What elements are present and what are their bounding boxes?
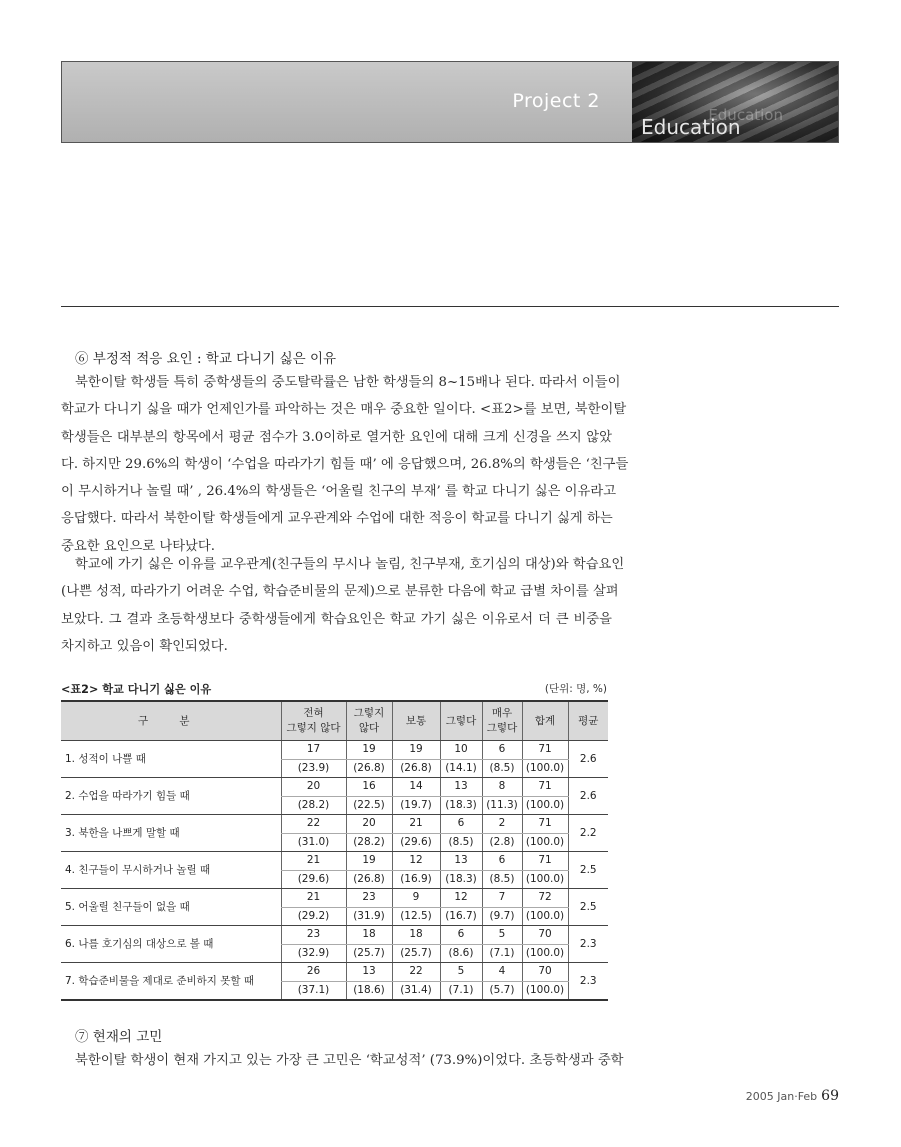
text-line: 응답했다. 따라서 북한이탈 학생들에게 교우관계와 수업에 대한 적응이 학교를 다니기 싫게 하는 [61, 511, 613, 527]
count-cell: 12 [440, 889, 482, 908]
percent-cell: (100.0) [522, 796, 568, 815]
count-cell: 8 [482, 778, 522, 797]
photo-caption: Education [641, 115, 741, 139]
row-label: 3. 북한을 나쁘게 말할 때 [61, 815, 281, 852]
percent-cell: (100.0) [522, 870, 568, 889]
paragraph-3 [61, 1047, 624, 1074]
percent-cell: (37.1) [281, 981, 346, 1000]
text-line: 중요한 요인으로 나타났다. [61, 538, 215, 554]
average-cell: 2.6 [568, 741, 608, 778]
header-text: 매우 [491, 707, 513, 719]
count-cell: 72 [522, 889, 568, 908]
table-row [61, 778, 608, 797]
table-header-row [61, 701, 608, 741]
percent-cell: (25.7) [346, 944, 392, 963]
percent-cell: (100.0) [522, 907, 568, 926]
header-banner [61, 61, 839, 143]
count-cell: 16 [346, 778, 392, 797]
count-cell: 70 [522, 963, 568, 982]
count-cell: 9 [392, 889, 440, 908]
count-cell: 21 [281, 889, 346, 908]
count-cell: 23 [281, 926, 346, 945]
percent-cell: (28.2) [281, 796, 346, 815]
count-cell: 19 [346, 741, 392, 760]
horizontal-rule [61, 306, 839, 307]
percent-cell: (22.5) [346, 796, 392, 815]
count-cell: 10 [440, 741, 482, 760]
count-cell: 71 [522, 852, 568, 871]
count-cell: 26 [281, 963, 346, 982]
percent-cell: (100.0) [522, 833, 568, 852]
percent-cell: (16.7) [440, 907, 482, 926]
percent-cell: (11.3) [482, 796, 522, 815]
row-label: 4. 친구들이 무시하거나 놀릴 때 [61, 852, 281, 889]
percent-cell: (32.9) [281, 944, 346, 963]
count-cell: 6 [482, 852, 522, 871]
percent-cell: (29.2) [281, 907, 346, 926]
section-heading-7: ⑦ 현재의 고민 [75, 1029, 163, 1045]
count-cell: 71 [522, 815, 568, 834]
percent-cell: (23.9) [281, 759, 346, 778]
text-line: 학생들은 대부분의 항목에서 평균 점수가 3.0이하로 열거한 요인에 대해 크게 신경을 쓰지 않았 [61, 429, 612, 445]
text-line: 북한이탈 학생이 현재 가지고 있는 가장 큰 고민은 ‘학교성적’ (73.9%)이었다. 초등학생과 중학 [75, 1053, 624, 1068]
percent-cell: (18.3) [440, 796, 482, 815]
header-total: 합계 [522, 701, 568, 741]
percent-cell: (100.0) [522, 944, 568, 963]
table-row [61, 926, 608, 945]
header-agree: 그렇다 [440, 701, 482, 741]
reasons-table [61, 700, 608, 1001]
header-text: 그렇다 [486, 722, 518, 734]
percent-cell: (26.8) [392, 759, 440, 778]
issue-label: 2005 Jan·Feb [745, 1090, 818, 1103]
keyboard-photo [632, 62, 838, 142]
percent-cell: (29.6) [281, 870, 346, 889]
text-line: 학교에 가기 싫은 이유를 교우관계(친구들의 무시나 놀림, 친구부재, 호기심의 대상)와 학습요인 [75, 557, 625, 572]
header-text: 그렇지 [353, 707, 385, 719]
count-cell: 20 [346, 815, 392, 834]
header-disagree [346, 701, 392, 741]
percent-cell: (29.6) [392, 833, 440, 852]
average-cell: 2.2 [568, 815, 608, 852]
count-cell: 13 [440, 778, 482, 797]
page-footer [746, 1088, 839, 1104]
percent-cell: (14.1) [440, 759, 482, 778]
count-cell: 6 [440, 815, 482, 834]
header-category: 구 분 [61, 701, 281, 741]
table-row [61, 741, 608, 760]
percent-cell: (31.9) [346, 907, 392, 926]
count-cell: 21 [392, 815, 440, 834]
average-cell: 2.3 [568, 963, 608, 1001]
average-cell: 2.5 [568, 889, 608, 926]
count-cell: 4 [482, 963, 522, 982]
percent-cell: (26.8) [346, 759, 392, 778]
count-cell: 23 [346, 889, 392, 908]
average-cell: 2.6 [568, 778, 608, 815]
count-cell: 7 [482, 889, 522, 908]
percent-cell: (9.7) [482, 907, 522, 926]
row-label: 6. 나를 호기심의 대상으로 볼 때 [61, 926, 281, 963]
text-line: 학교가 다니기 싫을 때가 언제인가를 파악하는 것은 매우 중요한 일이다. <표2>를 보면, 북한이탈 [61, 402, 627, 418]
text-line: 보았다. 그 결과 초등학생보다 중학생들에게 학습요인은 학교 가기 싫은 이유로서 더 큰 비중을 [61, 611, 612, 627]
count-cell: 19 [346, 852, 392, 871]
percent-cell: (8.5) [440, 833, 482, 852]
count-cell: 2 [482, 815, 522, 834]
page-number: 69 [821, 1088, 839, 1104]
table-row [61, 815, 608, 834]
row-label: 5. 어울릴 친구들이 없을 때 [61, 889, 281, 926]
count-cell: 5 [482, 926, 522, 945]
count-cell: 22 [281, 815, 346, 834]
percent-cell: (2.8) [482, 833, 522, 852]
count-cell: 13 [346, 963, 392, 982]
percent-cell: (100.0) [522, 759, 568, 778]
percent-cell: (19.7) [392, 796, 440, 815]
percent-cell: (7.1) [440, 981, 482, 1000]
text-line: (나쁜 성적, 따라가기 어려운 수업, 학습준비물의 문제)으로 분류한 다음에 학교 급별 차이를 살펴 [61, 584, 619, 600]
percent-cell: (31.0) [281, 833, 346, 852]
row-label: 2. 수업을 따라가기 힘들 때 [61, 778, 281, 815]
banner-title: Project 2 [512, 90, 600, 112]
average-cell: 2.3 [568, 926, 608, 963]
percent-cell: (18.3) [440, 870, 482, 889]
percent-cell: (26.8) [346, 870, 392, 889]
count-cell: 13 [440, 852, 482, 871]
count-cell: 14 [392, 778, 440, 797]
count-cell: 21 [281, 852, 346, 871]
text-line: 차지하고 있음이 확인되었다. [61, 638, 228, 654]
count-cell: 17 [281, 741, 346, 760]
text-line: 다. 하지만 29.6%의 학생이 ‘수업을 따라가기 힘들 때’ 에 응답했으며, 26.8%의 학생들은 ‘친구들 [61, 456, 629, 472]
photo-ghost-text: Education [708, 106, 783, 124]
count-cell: 6 [482, 741, 522, 760]
section-heading-6: ⑥ 부정적 적응 요인 : 학교 다니기 싫은 이유 [75, 351, 337, 367]
paragraph-2 [61, 551, 625, 660]
percent-cell: (100.0) [522, 981, 568, 1000]
percent-cell: (28.2) [346, 833, 392, 852]
count-cell: 12 [392, 852, 440, 871]
header-average: 평균 [568, 701, 608, 741]
percent-cell: (16.9) [392, 870, 440, 889]
percent-cell: (7.1) [482, 944, 522, 963]
count-cell: 18 [392, 926, 440, 945]
table-body [61, 741, 608, 1001]
count-cell: 5 [440, 963, 482, 982]
average-cell: 2.5 [568, 852, 608, 889]
table-unit: (단위: 명, %) [544, 683, 607, 695]
header-strongly-agree [482, 701, 522, 741]
table-title: <표2> 학교 다니기 싫은 이유 [61, 683, 212, 696]
percent-cell: (18.6) [346, 981, 392, 1000]
text-line: 북한이탈 학생들 특히 중학생들의 중도탈락률은 남한 학생들의 8~15배나 된다. 따라서 이들이 [75, 375, 621, 390]
count-cell: 6 [440, 926, 482, 945]
percent-cell: (5.7) [482, 981, 522, 1000]
table-row [61, 889, 608, 908]
table-row [61, 852, 608, 871]
percent-cell: (8.5) [482, 870, 522, 889]
count-cell: 70 [522, 926, 568, 945]
count-cell: 20 [281, 778, 346, 797]
count-cell: 22 [392, 963, 440, 982]
header-strongly-disagree [281, 701, 346, 741]
table-row [61, 963, 608, 982]
header-text: 그렇지 않다 [286, 722, 341, 734]
text-line: 이 무시하거나 놀릴 때’ , 26.4%의 학생들은 ‘어울릴 친구의 부재’ 를 학교 다니기 싫은 이유라고 [61, 484, 617, 500]
percent-cell: (25.7) [392, 944, 440, 963]
count-cell: 19 [392, 741, 440, 760]
percent-cell: (8.6) [440, 944, 482, 963]
row-label: 1. 성적이 나쁠 때 [61, 741, 281, 778]
count-cell: 18 [346, 926, 392, 945]
paragraph-1 [61, 369, 629, 560]
header-text: 않다 [358, 722, 380, 734]
count-cell: 71 [522, 741, 568, 760]
row-label: 7. 학습준비물을 제대로 준비하지 못할 때 [61, 963, 281, 1001]
percent-cell: (31.4) [392, 981, 440, 1000]
count-cell: 71 [522, 778, 568, 797]
header-neutral: 보통 [392, 701, 440, 741]
header-text: 전혀 [303, 707, 324, 719]
percent-cell: (12.5) [392, 907, 440, 926]
percent-cell: (8.5) [482, 759, 522, 778]
